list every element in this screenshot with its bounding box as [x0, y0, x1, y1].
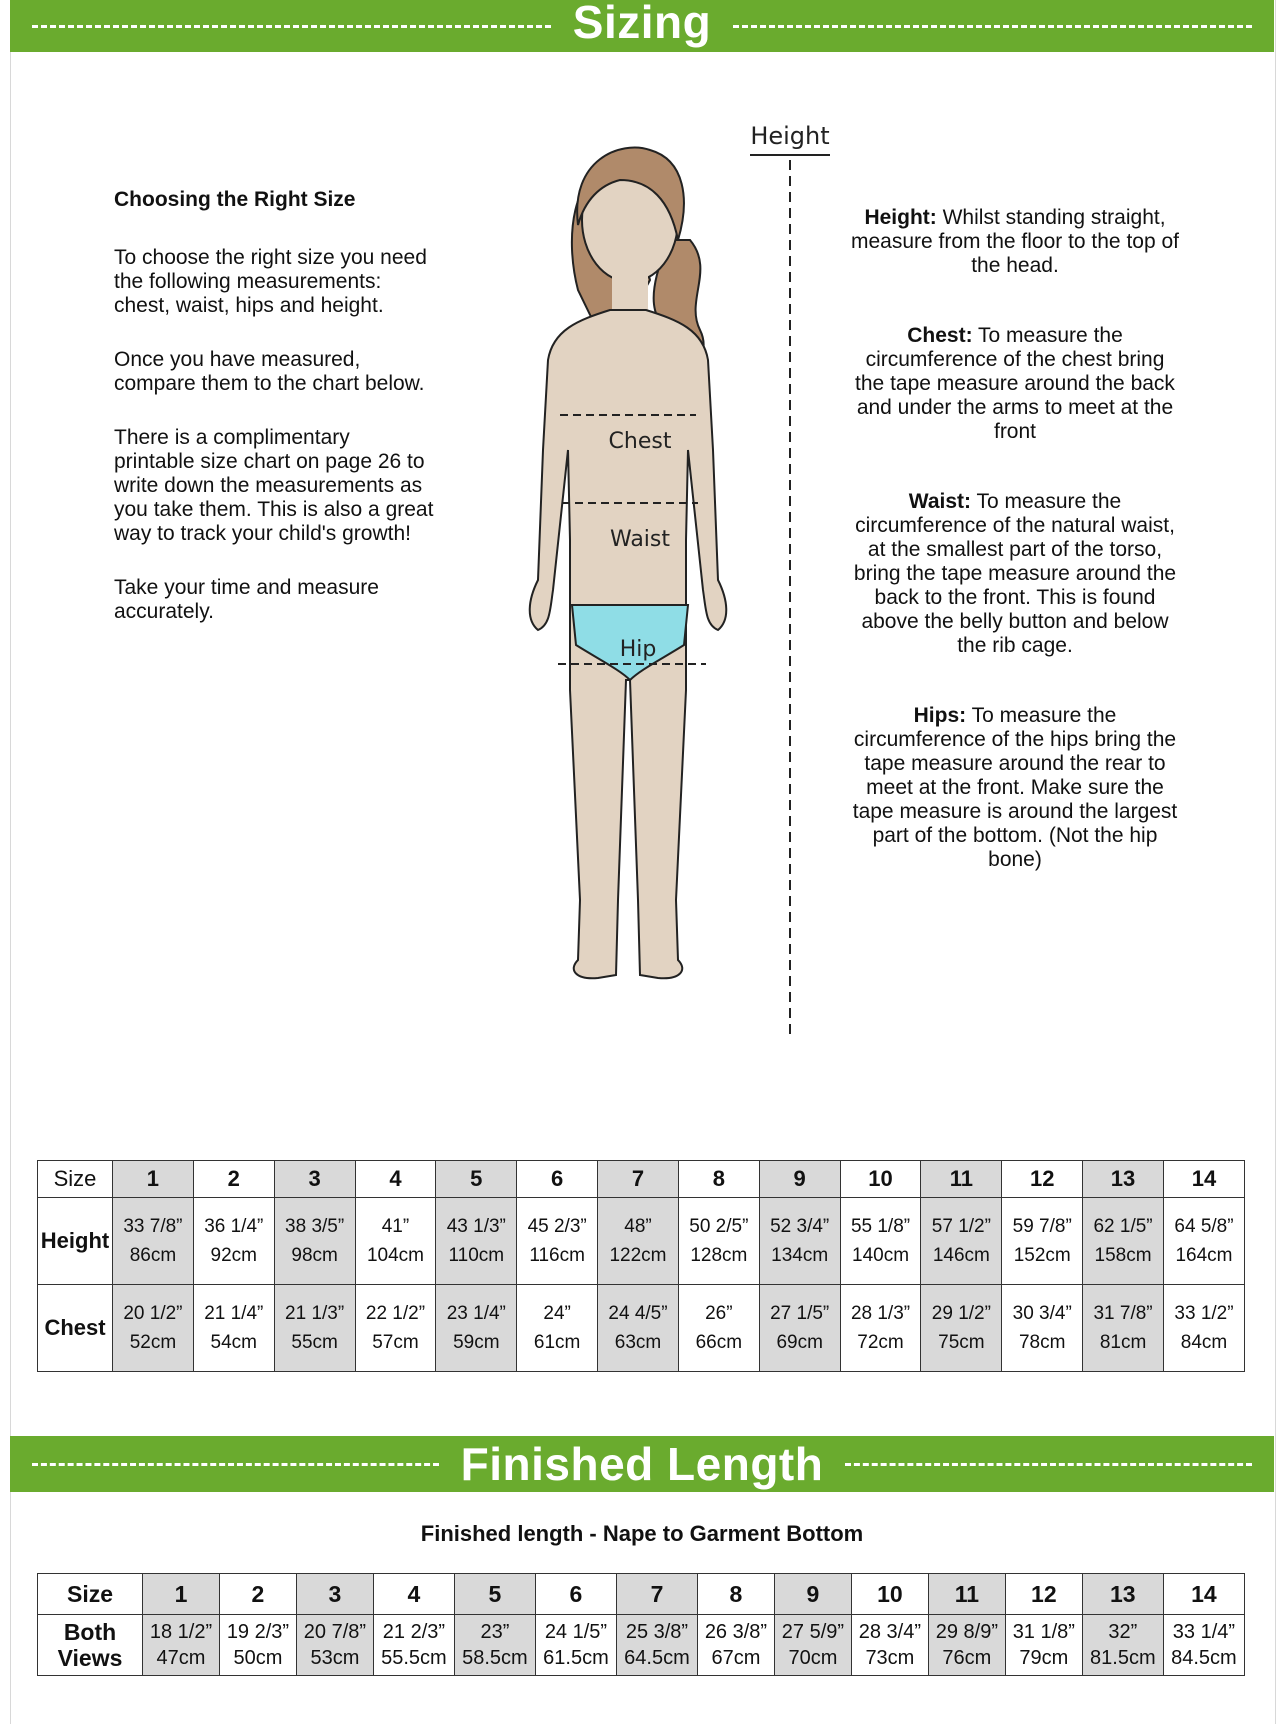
cm-value: 79cm [1019, 1647, 1069, 1669]
cm-value: 164cm [1175, 1245, 1233, 1266]
cm-value: 128cm [690, 1245, 748, 1266]
length-cell [616, 1615, 697, 1676]
length-size-header: 10 [851, 1574, 928, 1615]
cm-value: 98cm [291, 1245, 338, 1266]
size-cell [1002, 1285, 1083, 1372]
inches-value: 64 5/8” [1174, 1216, 1234, 1237]
inches-value: 28 3/4” [858, 1621, 922, 1643]
inches-value: 33 7/8” [123, 1216, 183, 1237]
cm-value: 58.5cm [462, 1647, 528, 1669]
length-cell [143, 1615, 220, 1676]
cm-value: 140cm [852, 1245, 910, 1266]
length-cell [1082, 1615, 1163, 1676]
size-column-header: 9 [759, 1161, 840, 1198]
inches-value: 28 1/3” [850, 1303, 911, 1324]
inches-value: 30 3/4” [1012, 1303, 1072, 1324]
inches-value: 62 1/5” [1093, 1216, 1153, 1237]
waist-instruction [850, 490, 1180, 658]
length-cell [928, 1615, 1005, 1676]
length-size-header: 12 [1005, 1574, 1082, 1615]
inches-value: 21 1/4” [204, 1303, 264, 1324]
inches-value: 52 3/4” [770, 1216, 830, 1237]
cm-value: 76cm [942, 1647, 992, 1669]
size-cell [193, 1198, 274, 1285]
inches-value: 22 1/2” [365, 1303, 426, 1324]
inches-value: 21 1/3” [285, 1303, 345, 1324]
intro-paragraph-3: There is a complimentary printable size chart on page 26 to write down the measurements as you take them. This is also a great way to track your child's growth! [114, 426, 434, 545]
size-column-header: 4 [355, 1161, 436, 1198]
intro-paragraph-1: To choose the right size you need the following measurements: chest, waist, hips and height. [114, 246, 427, 317]
length-corner-header: Size [38, 1574, 143, 1615]
inches-value: 33 1/4” [1172, 1621, 1236, 1643]
length-size-header: 7 [616, 1574, 697, 1615]
inches-value: 57 1/2” [931, 1216, 991, 1237]
size-column-header: 12 [1002, 1161, 1083, 1198]
hip-label: Hip [619, 637, 657, 662]
cm-value: 72cm [857, 1332, 904, 1353]
size-column-header: 14 [1163, 1161, 1244, 1198]
height-label: Height [750, 122, 830, 150]
size-cell [355, 1198, 436, 1285]
size-cell [1163, 1198, 1244, 1285]
size-column-header: 3 [274, 1161, 355, 1198]
cm-value: 152cm [1013, 1245, 1071, 1266]
size-column-header: 5 [436, 1161, 517, 1198]
inches-value: 29 8/9” [935, 1621, 998, 1643]
waist-instruction-text: To measure the circumference of the natural waist, at the smallest part of the torso, bring the tape measure around the back to the front. This is found above the belly button and below the rib cage. [853, 490, 1177, 657]
length-size-header: 1 [143, 1574, 220, 1615]
banner-dashes-left [32, 1463, 439, 1466]
length-cell [535, 1615, 616, 1676]
length-size-header: 11 [928, 1574, 1005, 1615]
cm-value: 158cm [1094, 1245, 1152, 1266]
inches-value: 24” [543, 1303, 571, 1324]
cm-value: 64.5cm [624, 1647, 690, 1669]
cm-value: 122cm [609, 1245, 667, 1266]
cm-value: 116cm [529, 1245, 585, 1266]
cm-value: 59cm [453, 1332, 500, 1353]
cm-value: 55cm [291, 1332, 338, 1353]
cm-value: 61.5cm [543, 1647, 609, 1669]
size-column-header: 6 [517, 1161, 598, 1198]
inches-value: 26 3/8” [704, 1621, 768, 1643]
cm-value: 61cm [533, 1332, 581, 1353]
choosing-size-section [114, 188, 434, 654]
cm-value: 50cm [233, 1647, 283, 1669]
inches-value: 43 1/3” [446, 1216, 506, 1237]
cm-value: 92cm [210, 1245, 257, 1266]
cm-value: 110cm [448, 1245, 505, 1266]
cm-value: 86cm [129, 1245, 177, 1266]
cm-value: 73cm [865, 1647, 915, 1669]
size-column-header: 8 [678, 1161, 759, 1198]
length-size-header: 9 [774, 1574, 851, 1615]
size-cell [840, 1285, 921, 1372]
waist-term: Waist: [908, 490, 972, 513]
size-column-header: 1 [113, 1161, 194, 1198]
cm-value: 52cm [129, 1332, 177, 1353]
row-header: Both Views [38, 1615, 143, 1676]
inches-value: 29 1/2” [931, 1303, 991, 1324]
inches-value: 33 1/2” [1174, 1303, 1234, 1324]
size-cell [921, 1198, 1002, 1285]
size-cell [274, 1198, 355, 1285]
choosing-size-heading: Choosing the Right Size [114, 188, 356, 211]
size-cell [517, 1285, 598, 1372]
inches-value: 32” [1108, 1621, 1138, 1643]
measurement-instructions [850, 206, 1180, 918]
chest-term: Chest: [907, 324, 973, 347]
banner-dashes-right [845, 1463, 1252, 1466]
length-cell [774, 1615, 851, 1676]
length-cell [373, 1615, 454, 1676]
size-cell [598, 1285, 679, 1372]
cm-value: 54cm [210, 1332, 257, 1353]
inches-value: 18 1/2” [149, 1621, 213, 1643]
length-size-header: 8 [697, 1574, 774, 1615]
banner-dashes-right [733, 25, 1252, 28]
size-cell [678, 1285, 759, 1372]
row-header: Chest [38, 1285, 113, 1372]
intro-paragraph-4: Take your time and measure accurately. [114, 576, 379, 623]
length-size-header: 2 [219, 1574, 296, 1615]
height-instruction [850, 206, 1180, 278]
cm-value: 66cm [695, 1332, 743, 1353]
inches-value: 23” [480, 1621, 510, 1643]
inches-value: 27 1/5” [770, 1303, 830, 1324]
length-size-header: 6 [535, 1574, 616, 1615]
size-cell [1083, 1198, 1164, 1285]
cm-value: 104cm [366, 1245, 424, 1266]
cm-value: 75cm [938, 1332, 985, 1353]
length-header-row [38, 1574, 1245, 1615]
inches-value: 38 3/5” [285, 1216, 345, 1237]
length-cell [454, 1615, 535, 1676]
inches-value: 48” [624, 1216, 652, 1237]
size-cell [1083, 1285, 1164, 1372]
inches-value: 31 1/8” [1012, 1621, 1075, 1643]
length-cell [1005, 1615, 1082, 1676]
child-measurement-figure [500, 120, 840, 1050]
size-cell [355, 1285, 436, 1372]
size-row-height [38, 1198, 1245, 1285]
size-column-header: 11 [921, 1161, 1002, 1198]
chest-label: Chest [608, 429, 672, 454]
size-column-header: 13 [1083, 1161, 1164, 1198]
inches-value: 59 7/8” [1012, 1216, 1072, 1237]
cm-value: 67cm [711, 1647, 761, 1669]
height-term: Height: [864, 206, 937, 229]
size-cell [274, 1285, 355, 1372]
cm-value: 81.5cm [1090, 1647, 1156, 1669]
inches-value: 50 2/5” [689, 1216, 749, 1237]
size-cell [1002, 1198, 1083, 1285]
cm-value: 84.5cm [1171, 1647, 1237, 1669]
cm-value: 63cm [614, 1332, 662, 1353]
cm-value: 134cm [771, 1245, 829, 1266]
inches-value: 20 7/8” [303, 1621, 367, 1643]
inches-value: 45 2/3” [527, 1216, 587, 1237]
banner-dashes-left [32, 25, 551, 28]
inches-value: 55 1/8” [850, 1216, 911, 1237]
inches-value: 19 2/3” [226, 1621, 290, 1643]
size-cell [436, 1198, 517, 1285]
size-cell [1163, 1285, 1244, 1372]
inches-value: 24 4/5” [608, 1303, 668, 1324]
cm-value: 69cm [776, 1332, 823, 1353]
cm-value: 47cm [156, 1647, 206, 1669]
length-size-header: 5 [454, 1574, 535, 1615]
length-cell [219, 1615, 296, 1676]
inches-value: 24 1/5” [544, 1621, 608, 1643]
cm-value: 81cm [1099, 1332, 1147, 1353]
hips-instruction [850, 704, 1180, 872]
size-chart-table [37, 1160, 1245, 1372]
size-cell [759, 1198, 840, 1285]
waist-label: Waist [609, 527, 671, 552]
size-cell [436, 1285, 517, 1372]
size-corner-header: Size [38, 1161, 113, 1198]
inches-value: 31 7/8” [1093, 1303, 1153, 1324]
cm-value: 78cm [1018, 1332, 1066, 1353]
hips-term: Hips: [913, 704, 967, 727]
finished-length-caption: Finished length - Nape to Garment Bottom [420, 1521, 864, 1546]
height-instruction-text: Whilst standing straight, measure from the floor to the top of the head. [850, 206, 1179, 277]
inches-value: 25 3/8” [625, 1621, 689, 1643]
finished-length-table [37, 1573, 1245, 1676]
cm-value: 70cm [788, 1647, 838, 1669]
length-size-header: 4 [373, 1574, 454, 1615]
length-size-header: 13 [1082, 1574, 1163, 1615]
inches-value: 41” [381, 1216, 410, 1237]
cm-value: 53cm [310, 1647, 360, 1669]
size-column-header: 10 [840, 1161, 921, 1198]
length-size-header: 14 [1163, 1574, 1244, 1615]
inches-value: 23 1/4” [446, 1303, 506, 1324]
finished-length-banner [10, 1436, 1274, 1492]
size-column-header: 7 [598, 1161, 679, 1198]
size-cell [678, 1198, 759, 1285]
size-header-row [38, 1161, 1245, 1198]
sizing-banner [10, 0, 1274, 52]
size-cell [598, 1198, 679, 1285]
size-cell [113, 1285, 194, 1372]
cm-value: 84cm [1180, 1332, 1228, 1353]
inches-value: 36 1/4” [204, 1216, 264, 1237]
length-cell [851, 1615, 928, 1676]
length-cell [296, 1615, 373, 1676]
row-header: Height [38, 1198, 113, 1285]
size-cell [517, 1198, 598, 1285]
sizing-title: Sizing [572, 0, 712, 48]
length-size-header: 3 [296, 1574, 373, 1615]
size-cell [193, 1285, 274, 1372]
size-cell [113, 1198, 194, 1285]
inches-value: 21 2/3” [382, 1621, 446, 1643]
length-row-both-views [38, 1615, 1245, 1676]
cm-value: 146cm [932, 1245, 990, 1266]
size-row-chest [38, 1285, 1245, 1372]
chest-instruction-text: To measure the circumference of the chest bring the tape measure around the back and under the arms to meet at the front [855, 324, 1175, 443]
inches-value: 26” [705, 1303, 733, 1324]
length-cell [697, 1615, 774, 1676]
cm-value: 57cm [372, 1332, 419, 1353]
size-cell [840, 1198, 921, 1285]
inches-value: 27 5/9” [781, 1621, 845, 1643]
length-cell [1163, 1615, 1244, 1676]
finished-length-title: Finished Length [460, 1438, 824, 1490]
size-cell [921, 1285, 1002, 1372]
chest-instruction [850, 324, 1180, 444]
size-column-header: 2 [193, 1161, 274, 1198]
hips-instruction-text: To measure the circumference of the hips bring the tape measure around the rear to meet at the front. Make sure the tape measure is around the largest part of the bottom. (Not the hip bone) [852, 704, 1178, 871]
cm-value: 55.5cm [381, 1647, 447, 1669]
size-cell [759, 1285, 840, 1372]
inches-value: 20 1/2” [123, 1303, 183, 1324]
intro-paragraph-2: Once you have measured, compare them to the chart below. [114, 348, 425, 395]
